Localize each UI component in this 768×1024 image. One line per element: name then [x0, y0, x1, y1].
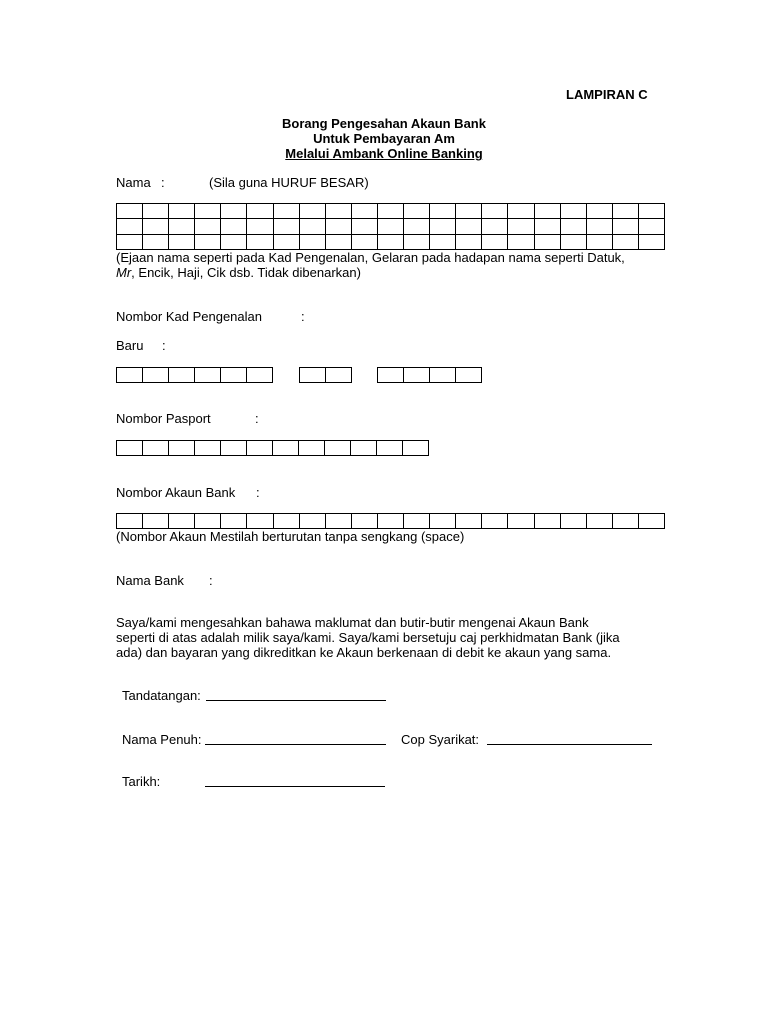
char-box[interactable] — [221, 368, 247, 383]
char-box[interactable] — [613, 514, 639, 529]
char-box[interactable] — [351, 441, 377, 456]
char-box[interactable] — [143, 219, 169, 234]
char-box[interactable] — [378, 204, 404, 219]
char-box[interactable] — [143, 204, 169, 219]
char-box[interactable] — [456, 235, 482, 250]
char-box[interactable] — [535, 204, 561, 219]
nama-note-line2 — [116, 265, 361, 281]
char-box[interactable] — [143, 441, 169, 456]
char-box[interactable] — [456, 204, 482, 219]
char-box[interactable] — [117, 368, 143, 383]
declaration-line3: ada) dan bayaran yang dikreditkan ke Akaun berkenaan di debit ke akaun yang sama. — [116, 645, 612, 660]
char-box[interactable] — [613, 204, 639, 219]
char-box[interactable] — [326, 368, 352, 383]
char-box[interactable] — [169, 514, 195, 529]
ic-label: Nombor Kad Pengenalan — [116, 309, 262, 324]
char-box[interactable] — [430, 514, 456, 529]
char-box[interactable] — [169, 235, 195, 250]
char-box[interactable] — [561, 219, 587, 234]
pasport-colon: : — [255, 411, 259, 426]
char-box[interactable] — [430, 368, 456, 383]
char-box[interactable] — [300, 204, 326, 219]
char-box[interactable] — [430, 219, 456, 234]
char-box[interactable] — [247, 514, 273, 529]
char-box[interactable] — [430, 204, 456, 219]
tarikh-label: Tarikh: — [122, 774, 161, 789]
char-box[interactable] — [482, 219, 508, 234]
tandatangan-line[interactable] — [206, 700, 386, 701]
char-box[interactable] — [247, 204, 273, 219]
pasport-input-grid[interactable] — [116, 440, 429, 456]
nama-colon: : — [161, 175, 165, 190]
char-box[interactable] — [221, 514, 247, 529]
pasport-label: Nombor Pasport — [116, 411, 211, 426]
char-box[interactable] — [456, 514, 482, 529]
char-box[interactable] — [639, 204, 665, 219]
ic-part3-grid[interactable] — [377, 367, 482, 383]
nama-penuh-line[interactable] — [205, 744, 386, 745]
char-box[interactable] — [117, 235, 143, 250]
char-box[interactable] — [482, 514, 508, 529]
char-box[interactable] — [352, 219, 378, 234]
char-box[interactable] — [143, 235, 169, 250]
char-box[interactable] — [378, 235, 404, 250]
char-box[interactable] — [404, 204, 430, 219]
char-box[interactable] — [535, 219, 561, 234]
char-box[interactable] — [430, 235, 456, 250]
char-box[interactable] — [247, 235, 273, 250]
char-box[interactable] — [508, 204, 534, 219]
tarikh-line[interactable] — [205, 786, 385, 787]
char-box[interactable] — [639, 219, 665, 234]
char-box[interactable] — [613, 219, 639, 234]
char-box[interactable] — [561, 204, 587, 219]
char-box[interactable] — [508, 219, 534, 234]
char-box[interactable] — [300, 235, 326, 250]
ic-colon: : — [301, 309, 305, 324]
char-box[interactable] — [482, 204, 508, 219]
char-box[interactable] — [247, 219, 273, 234]
char-box[interactable] — [169, 441, 195, 456]
char-box[interactable] — [352, 204, 378, 219]
cop-syarikat-line[interactable] — [487, 744, 652, 745]
char-box[interactable] — [326, 235, 352, 250]
char-box[interactable] — [352, 514, 378, 529]
char-box[interactable] — [639, 514, 665, 529]
nama-note-mr: Mr — [116, 265, 132, 280]
char-box[interactable] — [326, 514, 352, 529]
tandatangan-label: Tandatangan: — [122, 688, 201, 703]
declaration-line1: Saya/kami mengesahkan bahawa maklumat dan butir-butir mengenai Akaun Bank — [116, 615, 589, 630]
cop-syarikat-label: Cop Syarikat: — [401, 732, 480, 747]
char-box[interactable] — [587, 219, 613, 234]
char-box[interactable] — [404, 235, 430, 250]
char-box[interactable] — [143, 514, 169, 529]
nama-instruction: (Sila guna HURUF BESAR) — [209, 175, 369, 190]
char-box[interactable] — [535, 235, 561, 250]
char-box[interactable] — [404, 368, 430, 383]
form-subtitle-underlined — [234, 146, 534, 162]
char-box[interactable] — [117, 219, 143, 234]
char-box[interactable] — [639, 235, 665, 250]
char-box[interactable] — [535, 514, 561, 529]
char-box[interactable] — [300, 514, 326, 529]
char-box[interactable] — [195, 204, 221, 219]
char-box[interactable] — [378, 368, 404, 383]
baru-colon: : — [162, 338, 166, 353]
char-box[interactable] — [403, 441, 429, 456]
char-box[interactable] — [117, 441, 143, 456]
declaration-line2: seperti di atas adalah milik saya/kami. Saya/kami bersetuju caj perkhidmatan Bank (jika — [116, 630, 620, 645]
char-box[interactable] — [195, 441, 221, 456]
char-box[interactable] — [456, 368, 482, 383]
char-box[interactable] — [561, 235, 587, 250]
char-box[interactable] — [169, 204, 195, 219]
baru-label: Baru — [116, 338, 144, 353]
char-box[interactable] — [117, 204, 143, 219]
char-box[interactable] — [404, 514, 430, 529]
nama-penuh-label: Nama Penuh: — [122, 732, 202, 747]
nama-label: Nama — [116, 175, 151, 190]
char-box[interactable] — [247, 368, 273, 383]
akaun-colon: : — [256, 485, 260, 500]
char-box[interactable] — [377, 441, 403, 456]
char-box[interactable] — [587, 235, 613, 250]
char-box[interactable] — [508, 514, 534, 529]
nama-input-grid[interactable] — [116, 203, 665, 250]
char-box[interactable] — [274, 514, 300, 529]
char-box[interactable] — [587, 204, 613, 219]
char-box[interactable] — [587, 514, 613, 529]
char-box[interactable] — [195, 235, 221, 250]
akaun-input-grid[interactable] — [116, 513, 665, 529]
char-box[interactable] — [195, 368, 221, 383]
form-subtitle-underlined-text: Melalui Ambank Online Banking — [285, 146, 483, 161]
char-box[interactable] — [300, 368, 326, 383]
ic-part2-grid[interactable] — [299, 367, 352, 383]
form-title: Borang Pengesahan Akaun Bank — [282, 116, 486, 131]
char-box[interactable] — [404, 219, 430, 234]
char-box[interactable] — [352, 235, 378, 250]
char-box[interactable] — [613, 235, 639, 250]
char-box[interactable] — [326, 204, 352, 219]
char-box[interactable] — [247, 441, 273, 456]
char-box[interactable] — [117, 514, 143, 529]
akaun-label: Nombor Akaun Bank — [116, 485, 236, 500]
char-box[interactable] — [561, 514, 587, 529]
char-box[interactable] — [195, 219, 221, 234]
char-box[interactable] — [274, 204, 300, 219]
char-box[interactable] — [143, 368, 169, 383]
akaun-note: (Nombor Akaun Mestilah berturutan tanpa sengkang (space) — [116, 529, 465, 544]
char-box[interactable] — [221, 219, 247, 234]
bank-label: Nama Bank — [116, 573, 184, 588]
char-box[interactable] — [221, 235, 247, 250]
char-box[interactable] — [482, 235, 508, 250]
char-box[interactable] — [378, 514, 404, 529]
char-box[interactable] — [299, 441, 325, 456]
char-box[interactable] — [326, 219, 352, 234]
bank-colon: : — [209, 573, 213, 588]
form-subtitle: Untuk Pembayaran Am — [313, 131, 455, 146]
char-box[interactable] — [195, 514, 221, 529]
char-box[interactable] — [221, 441, 247, 456]
char-box[interactable] — [221, 204, 247, 219]
char-box[interactable] — [273, 441, 299, 456]
char-box[interactable] — [300, 219, 326, 234]
char-box[interactable] — [169, 368, 195, 383]
char-box[interactable] — [274, 219, 300, 234]
appendix-label: LAMPIRAN C — [566, 87, 648, 102]
nama-note-line1: (Ejaan nama seperti pada Kad Pengenalan, Gelaran pada hadapan nama seperti Datuk, — [116, 250, 625, 265]
char-box[interactable] — [325, 441, 351, 456]
nama-note-rest: , Encik, Haji, Cik dsb. Tidak dibenarkan) — [131, 265, 361, 280]
ic-part1-grid[interactable] — [116, 367, 273, 383]
char-box[interactable] — [378, 219, 404, 234]
char-box[interactable] — [274, 235, 300, 250]
char-box[interactable] — [456, 219, 482, 234]
char-box[interactable] — [169, 219, 195, 234]
char-box[interactable] — [508, 235, 534, 250]
